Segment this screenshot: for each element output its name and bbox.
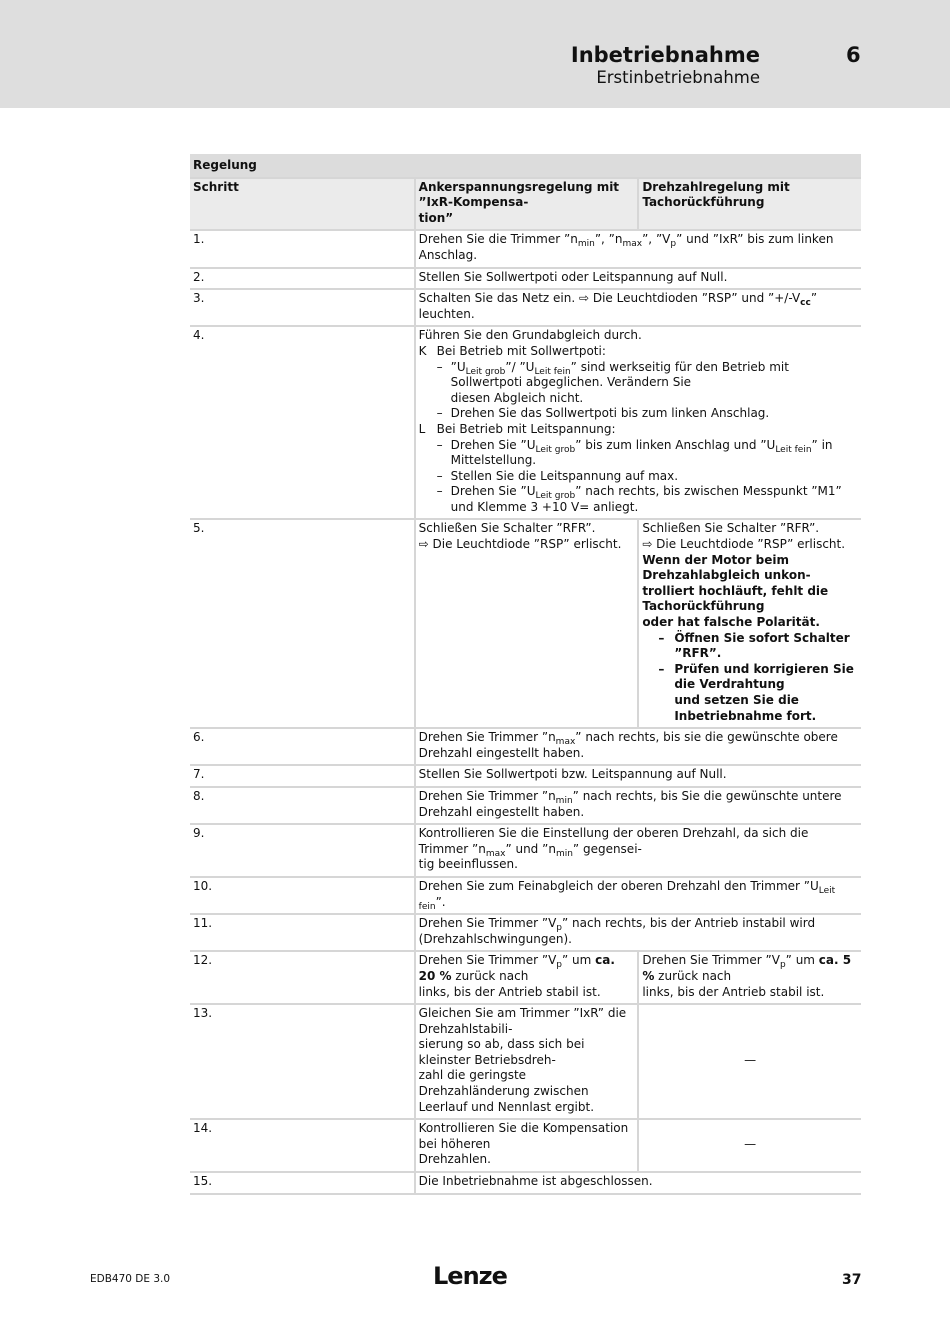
option-k-text: Bei Betrieb mit Sollwertpoti: — [436, 343, 606, 358]
warning-line: oder hat falsche Polarität. — [642, 615, 820, 630]
subscript: cc — [800, 298, 811, 309]
option-k-mark: K — [418, 343, 427, 358]
text: ” um — [562, 953, 596, 968]
text: ”. — [435, 894, 446, 909]
text: Drehen Sie die Trimmer ”n — [418, 232, 578, 247]
subscript: p — [779, 960, 786, 971]
lenze-logo: Lenze — [433, 1262, 507, 1290]
table-header-row — [190, 179, 861, 232]
step-number: 6. — [190, 729, 414, 766]
text: Drehen Sie Trimmer ”n — [418, 788, 556, 803]
subscript: Leit grob — [535, 444, 576, 455]
dash-mark: – — [658, 630, 665, 645]
text: zurück nach — [654, 968, 732, 983]
text: Drehen Sie ”U — [450, 484, 536, 499]
text: tig beeinflussen. — [418, 857, 518, 872]
text: Schalten Sie das Netz ein. ⇨ Die Leuchtdioden ”RSP” und ”+/-V — [418, 291, 801, 306]
step-number: 14. — [190, 1120, 414, 1173]
step-number: 7. — [190, 766, 414, 788]
tacho-cell-empty: — — [637, 1120, 861, 1173]
table-row — [190, 788, 861, 825]
chapter-number: 6 — [846, 43, 861, 67]
text-line: Schließen Sie Schalter ”RFR”. — [418, 521, 596, 536]
armature-cell — [414, 952, 638, 1005]
text: und setzen Sie die Inbetriebnahme fort. — [674, 693, 817, 723]
text: zurück nach — [451, 968, 529, 983]
subscript: max — [555, 737, 576, 748]
table-row — [190, 825, 861, 878]
option-l-text: Bei Betrieb mit Leitspannung: — [436, 421, 616, 436]
option-l — [419, 422, 858, 438]
dash-text: Drehen Sie das Sollwertpoti bis zum linken Anschlag. — [450, 406, 770, 421]
text: ” und ”n — [505, 841, 556, 856]
text: ”, ”n — [594, 232, 623, 247]
subscript: p — [670, 239, 677, 250]
step-text: Die Inbetriebnahme ist abgeschlossen. — [414, 1173, 861, 1195]
text: ” leuchten. — [418, 291, 818, 321]
text: Drehen Sie Trimmer ”V — [418, 953, 557, 968]
dash-item — [419, 484, 858, 515]
dash-text — [451, 438, 858, 469]
step-text — [414, 878, 861, 915]
text-line: Gleichen Sie am Trimmer ”IxR” die Drehzahlstabili- — [418, 1006, 627, 1036]
step-number: 9. — [190, 825, 414, 878]
table-row — [190, 269, 861, 291]
step-number: 15. — [190, 1173, 414, 1195]
tacho-cell — [637, 952, 861, 1005]
text: Drehen Sie Trimmer ”V — [642, 953, 780, 968]
text: ” nach rechts, bis Sie die gewünschte untere Drehzahl eingestellt haben. — [418, 788, 842, 819]
text-line: Schließen Sie Schalter ”RFR”. — [642, 521, 820, 536]
subscript: min — [555, 848, 573, 859]
table-row — [190, 1120, 861, 1173]
document-code: EDB470 DE 3.0 — [90, 1273, 171, 1285]
dash-item — [419, 438, 858, 469]
text: ”/ ”U — [505, 359, 535, 374]
text: Drehen Sie ”U — [450, 437, 536, 452]
text-line: zahl die geringste Drehzahländerung zwischen — [418, 1068, 589, 1099]
step-number: 5. — [190, 520, 414, 729]
dash-text: Stellen Sie die Leitspannung auf max. — [450, 468, 679, 483]
commissioning-table — [190, 154, 861, 1195]
step-text: Stellen Sie Sollwertpoti bzw. Leitspannung auf Null. — [414, 766, 861, 788]
warning-line: trolliert hochläuft, fehlt die Tachorückführung — [642, 583, 829, 614]
step-text — [414, 327, 861, 520]
subscript: min — [555, 795, 573, 806]
col-armature-header — [414, 179, 638, 232]
tacho-cell-empty: — — [637, 1005, 861, 1120]
subscript: max — [622, 239, 643, 250]
subscript: max — [485, 848, 506, 859]
text: ” und ”IxR” bis zum linken Anschlag. — [418, 232, 834, 262]
dash-text — [451, 484, 858, 515]
subscript: Leit fein — [418, 885, 836, 912]
subscript: Leit fein — [775, 444, 812, 455]
subscript: Leit grob — [465, 366, 506, 377]
step-text — [414, 729, 861, 766]
dash-text: Öffnen Sie sofort Schalter ”RFR”. — [674, 630, 850, 661]
step-text — [414, 915, 861, 952]
text: ”, ”V — [642, 232, 671, 247]
dash-mark: – — [436, 468, 443, 483]
step-text — [414, 290, 861, 327]
text: links, bis der Antrieb stabil ist. — [642, 984, 825, 999]
table-row — [190, 231, 861, 268]
col-armature-header-line2: tion” — [418, 210, 454, 225]
dash-item — [642, 662, 858, 724]
step-number: 12. — [190, 952, 414, 1005]
text: diesen Abgleich nicht. — [450, 390, 584, 405]
table-row — [190, 766, 861, 788]
bold-value: ca. 5 % — [642, 953, 852, 983]
dash-text — [674, 662, 858, 724]
subscript: Leit fein — [534, 366, 571, 377]
text: ” sind werkseitig für den Betrieb mit Sollwertpoti abgeglichen. Verändern Sie — [450, 359, 789, 390]
dash-mark: – — [436, 359, 443, 374]
dash-mark: – — [436, 406, 443, 421]
page-number: 37 — [842, 1272, 862, 1288]
table-row — [190, 915, 861, 952]
section-label: Regelung — [190, 154, 861, 179]
dash-item — [642, 631, 858, 662]
dash-mark: – — [658, 661, 665, 676]
bold-value: ca. 20 % — [418, 953, 615, 983]
subscript: Leit grob — [535, 491, 576, 502]
text: ” um — [785, 953, 819, 968]
subscript: p — [556, 960, 562, 971]
text-line: sierung so ab, dass sich bei kleinster Betriebsdreh- — [418, 1037, 585, 1067]
step-number: 13. — [190, 1005, 414, 1120]
step-number: 1. — [190, 231, 414, 268]
text: Prüfen und korrigieren Sie die Verdrahtung — [674, 661, 854, 692]
step-number: 2. — [190, 269, 414, 291]
armature-cell — [414, 520, 638, 729]
step-number: 4. — [190, 327, 414, 520]
step-text — [414, 788, 861, 825]
text-line: Drehzahlen. — [418, 1152, 491, 1167]
text-line: ⇨ Die Leuchtdiode ”RSP” erlischt. — [642, 537, 846, 552]
table-row — [190, 1005, 861, 1120]
page-header — [0, 0, 950, 108]
dash-text — [451, 360, 858, 407]
text: Drehen Sie Trimmer ”V — [418, 916, 557, 931]
dash-item — [419, 406, 858, 422]
text: ” gegensei- — [572, 841, 642, 856]
step-number: 10. — [190, 878, 414, 915]
col-tacho-header: Drehzahlregelung mit Tachorückführung — [637, 179, 861, 232]
armature-cell — [414, 1005, 638, 1120]
table-section-row — [190, 154, 861, 179]
text: Drehen Sie zum Feinabgleich der oberen Drehzahl den Trimmer ”U — [418, 878, 819, 893]
dash-mark: – — [436, 437, 443, 452]
step-text — [414, 231, 861, 268]
option-k — [419, 344, 858, 360]
tacho-cell — [637, 520, 861, 729]
dash-item — [419, 469, 858, 485]
text-line: Kontrollieren Sie die Kompensation bei höheren — [418, 1121, 629, 1151]
text: ” in Mittelstellung. — [450, 437, 833, 468]
table-row — [190, 729, 861, 766]
table-row — [190, 327, 861, 520]
text: ” nach rechts, bis der Antrieb instabil wird (Drehzahlschwingungen). — [418, 916, 816, 946]
text-line: Leerlauf und Nennlast ergibt. — [418, 1099, 595, 1114]
armature-cell — [414, 1120, 638, 1173]
section-subtitle: Erstinbetriebnahme — [596, 68, 760, 87]
step-number: 3. — [190, 290, 414, 327]
step-number: 11. — [190, 915, 414, 952]
text: ” nach rechts, bis sie die gewünschte obere Drehzahl eingestellt haben. — [418, 730, 838, 760]
col-armature-header-line1: Ankerspannungsregelung mit ”IxR-Kompensa- — [418, 179, 620, 210]
table-row — [190, 520, 861, 729]
text: ” nach rechts, bis zwischen Messpunkt ”M1” und Klemme 3 +10 V= anliegt. — [450, 484, 842, 514]
step-number: 8. — [190, 788, 414, 825]
subscript: p — [556, 923, 562, 934]
text: Drehen Sie Trimmer ”n — [418, 730, 556, 745]
text: links, bis der Antrieb stabil ist. — [418, 984, 601, 999]
text-line: ⇨ Die Leuchtdiode ”RSP” erlischt. — [418, 537, 622, 552]
col-step-header: Schritt — [190, 179, 414, 232]
step-intro: Führen Sie den Grundabgleich durch. — [418, 328, 642, 343]
text: Kontrollieren Sie die Einstellung der oberen Drehzahl, da sich die Trimmer ”n — [418, 826, 809, 856]
chapter-title: Inbetriebnahme — [570, 43, 760, 67]
dash-mark: – — [436, 484, 443, 499]
subscript: min — [577, 239, 595, 250]
dash-item — [419, 360, 858, 407]
warning-line: Wenn der Motor beim Drehzahlabgleich unkon- — [642, 552, 811, 583]
text: ” bis zum linken Anschlag und ”U — [575, 437, 776, 452]
table-row — [190, 290, 861, 327]
table-row — [190, 1173, 861, 1195]
table-row — [190, 952, 861, 1005]
text: ”U — [450, 359, 466, 374]
table-row — [190, 878, 861, 915]
step-text: Stellen Sie Sollwertpoti oder Leitspannung auf Null. — [414, 269, 861, 291]
option-l-mark: L — [418, 421, 426, 436]
step-text — [414, 825, 861, 878]
